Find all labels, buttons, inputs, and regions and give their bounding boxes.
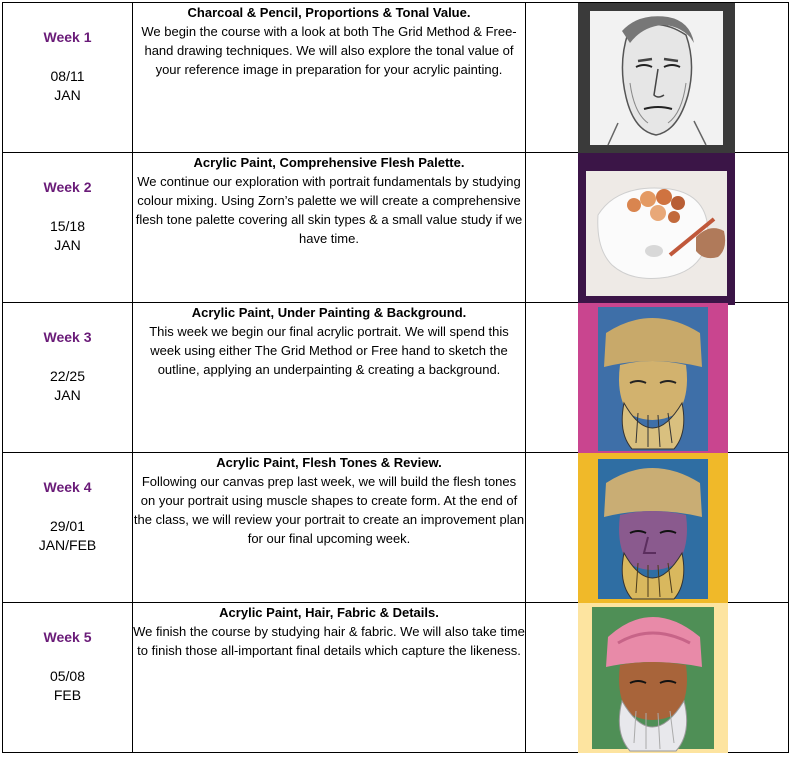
image-cell — [526, 453, 789, 603]
paint-palette-image — [578, 153, 735, 305]
lesson-title: Acrylic Paint, Under Painting & Background. — [191, 305, 467, 320]
table-row — [3, 303, 789, 453]
lesson-title: Acrylic Paint, Hair, Fabric & Details. — [219, 605, 439, 620]
week-dates: 22/25 JAN — [49, 368, 86, 403]
description-cell — [133, 3, 526, 153]
table-row — [3, 453, 789, 603]
week-dates: 15/18 JAN — [49, 218, 86, 253]
flesh-tones-portrait-image — [578, 453, 728, 603]
description-cell — [133, 453, 526, 603]
week-dates: 08/11 JAN — [50, 68, 85, 103]
image-cell — [526, 303, 789, 453]
lesson-title: Acrylic Paint, Comprehensive Flesh Palette. — [193, 155, 465, 170]
week-dates: 29/01 JAN/FEB — [38, 518, 97, 553]
lesson-description: This week we begin our final acrylic portrait. We will spend this week using either The Grid Method or Free hand to sketch the outline, applying an underpainting & creating a background. — [149, 324, 509, 377]
week-cell — [3, 3, 133, 153]
description-cell — [133, 603, 526, 753]
lesson-description: We finish the course by studying hair & fabric. We will also take time to finish those all-important final details which capture the likeness. — [133, 624, 525, 658]
finished-portrait-image — [578, 603, 728, 753]
week-label: Week 2 — [43, 179, 92, 195]
week-cell — [3, 153, 133, 303]
image-cell — [526, 603, 789, 753]
lesson-description: We continue our exploration with portrait fundamentals by studying colour mixing. Using Zorn’s palette we will create a comprehensive flesh tone palette covering all skin types & a small value study if we have time. — [135, 174, 523, 246]
lesson-description: Following our canvas prep last week, we will build the flesh tones on your portrait using muscle shapes to create form. At the end of the class, we will review your portrait to create an improvement plan for our final upcoming week. — [133, 474, 525, 546]
week-cell — [3, 303, 133, 453]
week-label: Week 3 — [43, 329, 92, 345]
week-label: Week 4 — [43, 479, 92, 495]
week-label: Week 5 — [43, 629, 92, 645]
image-cell — [526, 3, 789, 153]
description-cell — [133, 153, 526, 303]
image-cell — [526, 153, 789, 303]
lesson-description: We begin the course with a look at both The Grid Method & Free-hand drawing techniques. We will also explore the tonal value of your reference image in preparation for your acrylic painting. — [141, 24, 517, 77]
table-row — [3, 603, 789, 753]
description-cell — [133, 303, 526, 453]
week-cell — [3, 453, 133, 603]
lesson-title: Charcoal & Pencil, Proportions & Tonal Value. — [187, 5, 471, 20]
lesson-title: Acrylic Paint, Flesh Tones & Review. — [216, 455, 442, 470]
underpainting-portrait-image — [578, 303, 728, 453]
course-schedule-table — [2, 2, 789, 753]
week-label: Week 1 — [43, 29, 92, 45]
charcoal-portrait-image — [578, 3, 735, 153]
week-dates: 05/08 FEB — [49, 668, 86, 703]
table-row — [3, 3, 789, 153]
table-row — [3, 153, 789, 303]
week-cell — [3, 603, 133, 753]
